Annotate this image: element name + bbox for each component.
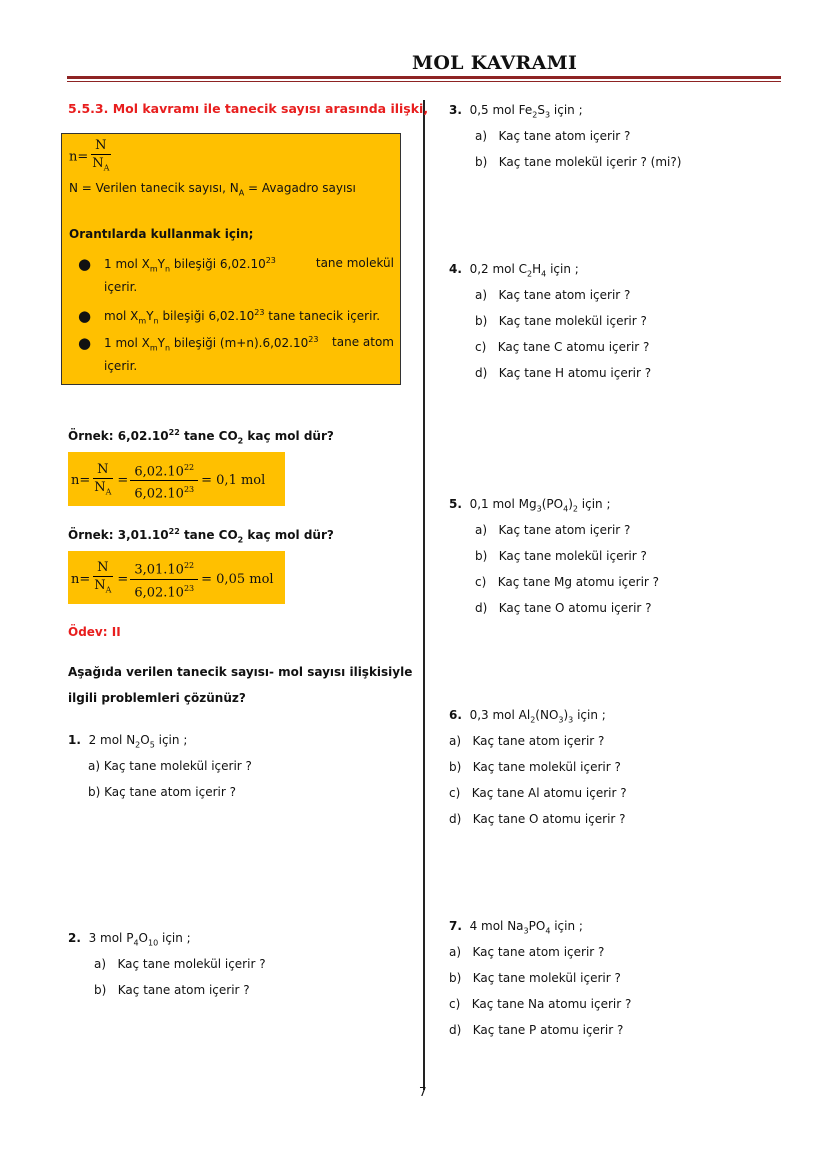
question-3: 3. 0,5 mol $Fe_2S_3$ için ; [449, 103, 583, 120]
example-1-title: Örnek: 6,02.10$^{22}$ tane $CO_2$ kaç mol dür? [68, 428, 334, 446]
instruction-line-1: Aşağıda verilen tanecik sayısı- mol sayısı ilişkisiyle [68, 665, 413, 679]
bullet-item: ● mol $X_mY_n$ bileşiği 6,02.10$^{23}$ tane tanecik içerir. [78, 307, 381, 326]
bullet-item: ● 1 mol $X_mY_n$ bileşiği $(m+n).6,02.10^{23}$ tane atom içerir. [78, 334, 394, 374]
example-1-formula: n= $\frac{N}{N_A}$ = $\frac{6,02.10^{22}}{6,02.10^{23}}$ = 0,1 mol [68, 452, 285, 506]
section-title: 5.5.3. Mol kavramı ile tanecik sayısı arasında ilişki, [68, 101, 429, 116]
question-6-option-c: c) Kaç tane Al atomu içerir ? [449, 786, 627, 800]
question-7-option-a: a) Kaç tane atom içerir ? [449, 945, 605, 959]
instruction-line-2: ilgili problemleri çözünüz? [68, 691, 246, 705]
question-3-option-b: b) Kaç tane molekül içerir ? (mi?) [475, 155, 682, 169]
example-2-formula: n= $\frac{N}{N_A}$ = $\frac{3,01.10^{22}}{6,02.10^{23}}$ = 0,05 mol [68, 551, 285, 604]
question-4-option-d: d) Kaç tane H atomu içerir ? [475, 366, 652, 380]
question-2-option-b: b) Kaç tane atom içerir ? [94, 983, 250, 997]
example-2-title: Örnek: 3,01.10$^{22}$ tane $CO_2$ kaç mol dür? [68, 527, 334, 545]
question-1-option-b: b) Kaç tane atom içerir ? [88, 785, 237, 799]
question-5-option-d: d) Kaç tane O atomu içerir ? [475, 601, 652, 615]
question-7-option-b: b) Kaç tane molekül içerir ? [449, 971, 621, 985]
header-rule [67, 76, 781, 79]
question-7-option-d: d) Kaç tane P atomu içerir ? [449, 1023, 624, 1037]
bullet-item: ● 1 mol $X_mY_n$ bileşiği 6,02.10$^{23}$ tane molekül içerir. [78, 255, 394, 295]
question-7: 7. 4 mol $Na_3PO_4$ için ; [449, 919, 583, 936]
page-number: 7 [419, 1085, 427, 1099]
question-6-option-d: d) Kaç tane O atomu içerir ? [449, 812, 626, 826]
formula-n: n= $\frac{N}{N_A}$ [69, 138, 110, 173]
question-4-option-c: c) Kaç tane C atomu içerir ? [475, 340, 650, 354]
question-4-option-a: a) Kaç tane atom içerir ? [475, 288, 631, 302]
question-7-option-c: c) Kaç tane Na atomu içerir ? [449, 997, 632, 1011]
question-2-option-a: a) Kaç tane molekül içerir ? [94, 957, 266, 971]
column-divider [423, 100, 425, 1090]
question-6: 6. 0,3 mol $Al_2(NO_3)_3$ için ; [449, 708, 606, 725]
ratios-title: Orantılarda kullanmak için; [69, 227, 254, 241]
definition-text: N = Verilen tanecik sayısı, $N_A$ = Avagadro sayısı [69, 181, 356, 198]
question-1-option-a: a) Kaç tane molekül içerir ? [88, 759, 252, 773]
question-5-option-c: c) Kaç tane Mg atomu içerir ? [475, 575, 660, 589]
question-1: 1. 2 mol $N_2O_5$ için ; [68, 733, 188, 750]
question-3-option-a: a) Kaç tane atom içerir ? [475, 129, 631, 143]
question-5-option-a: a) Kaç tane atom içerir ? [475, 523, 631, 537]
question-4-option-b: b) Kaç tane molekül içerir ? [475, 314, 647, 328]
homework-label: Ödev: II [68, 625, 121, 639]
question-6-option-b: b) Kaç tane molekül içerir ? [449, 760, 621, 774]
question-4: 4. 0,2 mol $C_2H_4$ için ; [449, 262, 579, 279]
header-rule-thin [67, 81, 781, 82]
question-5: 5. 0,1 mol $Mg_3(PO_4)_2$ için ; [449, 497, 611, 514]
question-5-option-b: b) Kaç tane molekül içerir ? [475, 549, 647, 563]
question-2: 2. 3 mol $P_4O_{10}$ için ; [68, 931, 191, 948]
question-6-option-a: a) Kaç tane atom içerir ? [449, 734, 605, 748]
info-box [61, 133, 401, 385]
page-title: MOL KAVRAMI [412, 52, 578, 74]
